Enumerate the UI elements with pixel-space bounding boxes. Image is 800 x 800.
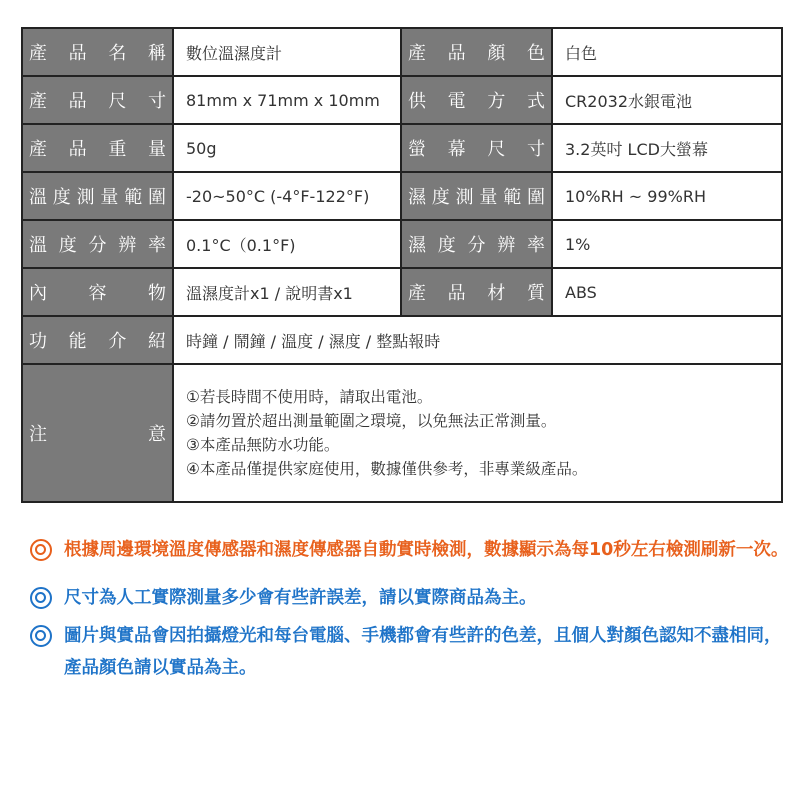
label-text: 產 品 顏 色 xyxy=(408,43,545,64)
double-circle-icon xyxy=(30,539,52,561)
tip-text: 圖片與實品會因拍攝燈光和每台電腦、手機都會有些許的色差，且個人對顏色認知不盡相同，產品顏色請以實品為主。 xyxy=(64,626,782,678)
note-item: ③本產品無防水功能。 xyxy=(186,436,340,454)
note-item: ①若長時間不使用時，請取出電池。 xyxy=(186,388,433,406)
value-humidity-range: 10%RH ~ 99%RH xyxy=(552,172,782,220)
tip-item xyxy=(30,534,790,566)
label-text: 產 品 材 質 xyxy=(408,283,545,304)
label-temp-resolution xyxy=(22,220,173,268)
label-humidity-resolution xyxy=(401,220,552,268)
label-product-size xyxy=(22,76,173,124)
tips-section xyxy=(30,534,790,700)
label-product-weight xyxy=(22,124,173,172)
label-text: 產 品 重 量 xyxy=(29,139,166,160)
label-text: 溫 度 分 辨 率 xyxy=(29,235,166,256)
label-text: 供 電 方 式 xyxy=(408,91,545,112)
value-product-weight: 50g xyxy=(173,124,401,172)
spec-table xyxy=(21,27,783,503)
table-row xyxy=(22,316,782,364)
value-humidity-resolution: 1% xyxy=(552,220,782,268)
label-features xyxy=(22,316,173,364)
table-row xyxy=(22,172,782,220)
table-row xyxy=(22,364,782,502)
label-text: 螢 幕 尺 寸 xyxy=(408,139,545,160)
notes-list xyxy=(173,364,782,502)
label-product-name xyxy=(22,28,173,76)
label-product-color xyxy=(401,28,552,76)
label-text: 功 能 介 紹 xyxy=(29,331,166,352)
value-temp-range: -20~50°C (-4°F-122°F) xyxy=(173,172,401,220)
table-row xyxy=(22,268,782,316)
value-temp-resolution: 0.1°C（0.1°F) xyxy=(173,220,401,268)
label-material xyxy=(401,268,552,316)
table-row xyxy=(22,220,782,268)
label-contents xyxy=(22,268,173,316)
double-circle-icon xyxy=(30,587,52,609)
label-text: 內 容 物 xyxy=(29,283,166,304)
label-text: 注 意 xyxy=(29,424,166,445)
label-text: 濕 度 分 辨 率 xyxy=(408,235,545,256)
value-material: ABS xyxy=(552,268,782,316)
label-text: 產 品 名 稱 xyxy=(29,43,166,64)
tip-text: 尺寸為人工實際測量多少會有些許誤差，請以實際商品為主。 xyxy=(64,588,537,608)
label-text: 溫 度 測 量 範 圍 xyxy=(29,187,166,208)
value-product-color: 白色 xyxy=(552,28,782,76)
label-notes xyxy=(22,364,173,502)
label-power-supply xyxy=(401,76,552,124)
table-row xyxy=(22,124,782,172)
value-features: 時鐘 / 鬧鐘 / 溫度 / 濕度 / 整點報時 xyxy=(173,316,782,364)
label-temp-range xyxy=(22,172,173,220)
label-humidity-range xyxy=(401,172,552,220)
value-product-size: 81mm x 71mm x 10mm xyxy=(173,76,401,124)
table-row xyxy=(22,76,782,124)
value-screen-size: 3.2英吋 LCD大螢幕 xyxy=(552,124,782,172)
note-item: ②請勿置於超出測量範圍之環境，以免無法正常測量。 xyxy=(186,412,557,430)
value-contents: 溫濕度計x1 / 說明書x1 xyxy=(173,268,401,316)
label-screen-size xyxy=(401,124,552,172)
tip-item xyxy=(30,620,790,684)
value-product-name: 數位溫濕度計 xyxy=(173,28,401,76)
table-row xyxy=(22,28,782,76)
tip-item xyxy=(30,582,790,614)
tip-text: 根據周邊環境溫度傳感器和濕度傳感器自動實時檢測，數據顯示為每10秒左右檢測刷新一次。 xyxy=(64,540,789,560)
double-circle-icon xyxy=(30,625,52,647)
value-power-supply: CR2032水銀電池 xyxy=(552,76,782,124)
label-text: 產 品 尺 寸 xyxy=(29,91,166,112)
label-text: 濕 度 測 量 範 圍 xyxy=(408,187,545,208)
note-item: ④本產品僅提供家庭使用，數據僅供參考，非專業級產品。 xyxy=(186,460,588,478)
